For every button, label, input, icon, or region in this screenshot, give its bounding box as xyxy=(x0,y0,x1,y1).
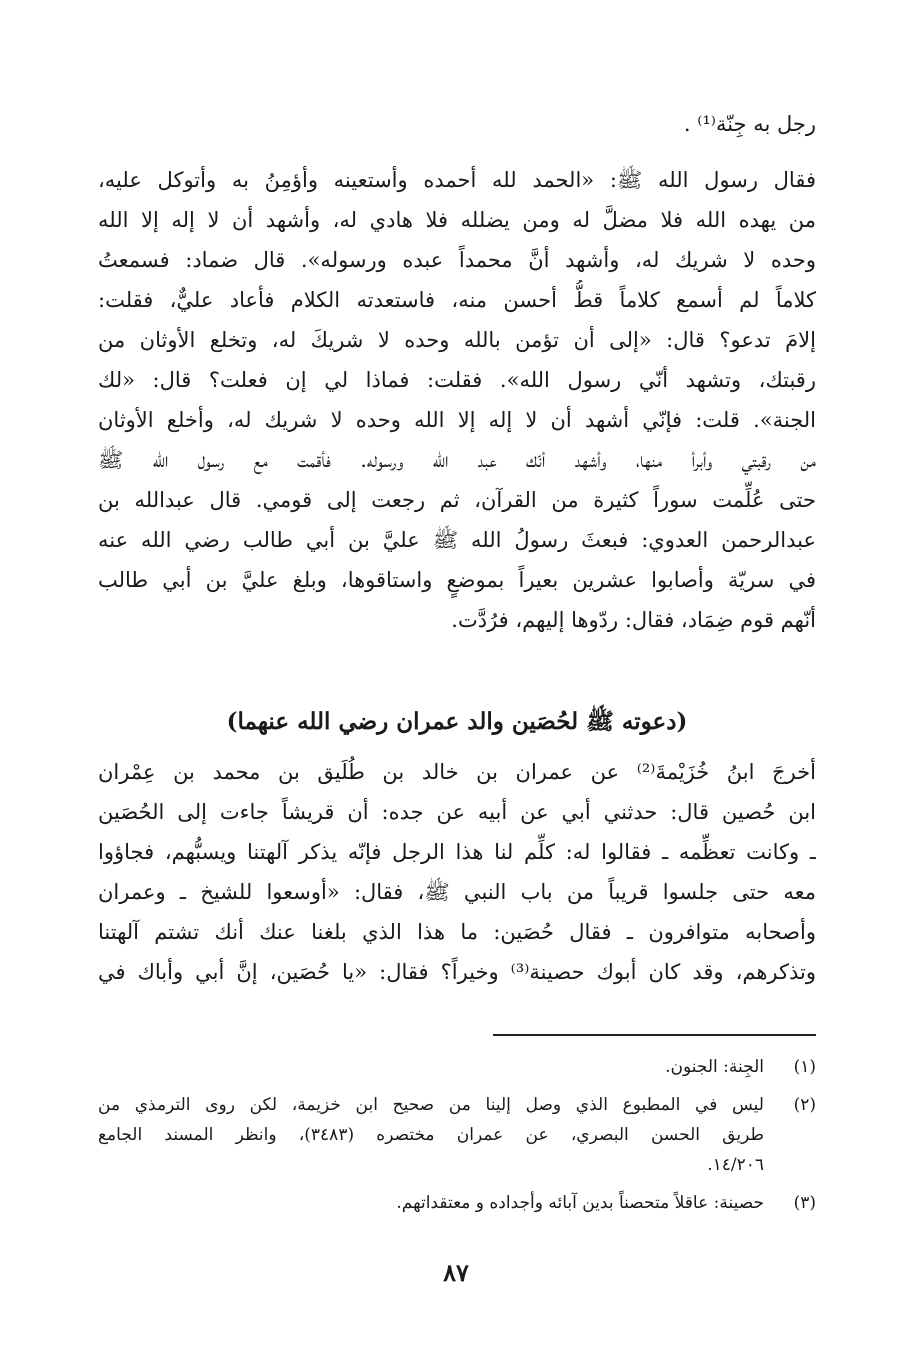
text-line: وحده لا شريك له، وأشهد أنَّ محمداً عبده ورسوله». قال ضماد: فسمعتُ xyxy=(98,248,816,272)
text-line: حتى عُلِّمت سوراً كثيرة من القرآن، ثم رجعت إلى قومي. قال عبدالله بن xyxy=(98,488,816,512)
text-line: ابن حُصين قال: حدثني أبي عن أبيه عن جده: أن قريشاً جاءت إلى الحُصَين xyxy=(98,800,816,824)
footnote-1 xyxy=(98,1052,816,1082)
footnote-line: حصينة: عاقلاً متحصناً بدين آبائه وأجداده و معتقداتهم. xyxy=(396,1193,764,1213)
text-line: وتذكرهم، وقد كان أبوك حصينة⁽³⁾ وخيراً؟ فقال: «يا حُصَين، إنَّ أبي وأباك في xyxy=(98,960,816,984)
footnote-number: (٣) xyxy=(793,1193,816,1213)
text-line: معه حتى جلسوا قريباً من باب النبي ﷺ، فقال: «أوسعوا للشيخ ـ وعمران xyxy=(98,880,816,904)
text-line: في سريّة وأصابوا عشرين بعيراً بموضعٍ واستاقوها، وبلغ عليَّ بن أبي طالب xyxy=(98,568,816,592)
footnote-3 xyxy=(98,1188,816,1218)
footnote-line: ليس في المطبوع الذي وصل إلينا من صحيح ابن خزيمة، لكن روى الترمذي من xyxy=(98,1095,764,1115)
text-line: إلامَ تدعو؟ قال: «إلى أن تؤمن بالله وحده لا شريكَ له، وتخلع الأوثان من xyxy=(98,328,816,352)
text-line: رقبتك، وتشهد أنّي رسول الله». فقلت: فماذا لي إن فعلت؟ قال: «لك xyxy=(98,368,816,392)
footnote-number: (٢) xyxy=(793,1095,816,1115)
footnote-line: الجِنة: الجنون. xyxy=(665,1057,764,1077)
text-line: الجنة». قلت: فإنّي أشهد أن لا إله إلا الله وحده لا شريك له، وأخلع الأوثان xyxy=(98,408,816,432)
footnote-separator xyxy=(493,1034,816,1036)
footnote-line: طريق الحسن البصري، عن عمران مختصره (٣٤٨٣)، وانظر المسند الجامع xyxy=(98,1125,765,1145)
text-line: فقال رسول الله ﷺ: «الحمد لله أحمده وأستعينه وأؤمِنُ به وأتوكل عليه، xyxy=(98,168,816,192)
section-heading: (دعوته ﷺ لحُصَين والد عمران رضي الله عنهما) xyxy=(226,708,688,735)
footnote-line: ١٤/٢٠٦. xyxy=(707,1155,764,1175)
text-line: أنّهم قوم ضِمَاد، فقال: ردّوها إليهم، فرُدَّت. xyxy=(451,608,816,632)
paragraph-1 xyxy=(98,160,816,640)
text-line: وأصحابه متوافرون ـ فقال حُصَين: ما هذا الذي بلغنا عنك أنك تشتم آلهتنا xyxy=(98,920,816,944)
text-line: أخرجَ ابنُ خُزَيْمةَ⁽²⁾ عن عمران بن خالد بن طُلَيق بن محمد بن عِمْران xyxy=(98,760,816,784)
text-line: رجل به جِنّة⁽¹⁾ . xyxy=(683,112,816,136)
paragraph-2 xyxy=(98,752,816,992)
text-line: كلاماً لم أسمع كلاماً قطُّ أحسن منه، فاستعدته الكلام فأعاد عليٌّ، فقلت: xyxy=(98,288,816,312)
text-line: من يهده الله فلا مضلَّ له ومن يضلله فلا هادي له، وأشهد أن لا إله إلا الله xyxy=(98,208,816,232)
page-number: ٨٧ xyxy=(443,1258,469,1287)
opening-line xyxy=(98,104,816,144)
footnote-number: (١) xyxy=(793,1057,816,1077)
text-line: من رقبتي وأبرأ منها، وأشهد أنّك عبد الله ورسوله. فأقمت مع رسول الله ﷺ xyxy=(98,448,816,472)
text-line: ـ وكانت تعظِّمه ـ فقالوا له: كلِّم لنا هذا الرجل فإنّه يذكر آلهتنا ويسبُّهم، فجاؤوا xyxy=(98,840,816,864)
footnotes xyxy=(98,1052,816,1226)
footnote-2 xyxy=(98,1090,816,1180)
text-line: عبدالرحمن العدوي: فبعثَ رسولُ الله ﷺ عليَّ بن أبي طالب رضي الله عنه xyxy=(98,528,816,552)
